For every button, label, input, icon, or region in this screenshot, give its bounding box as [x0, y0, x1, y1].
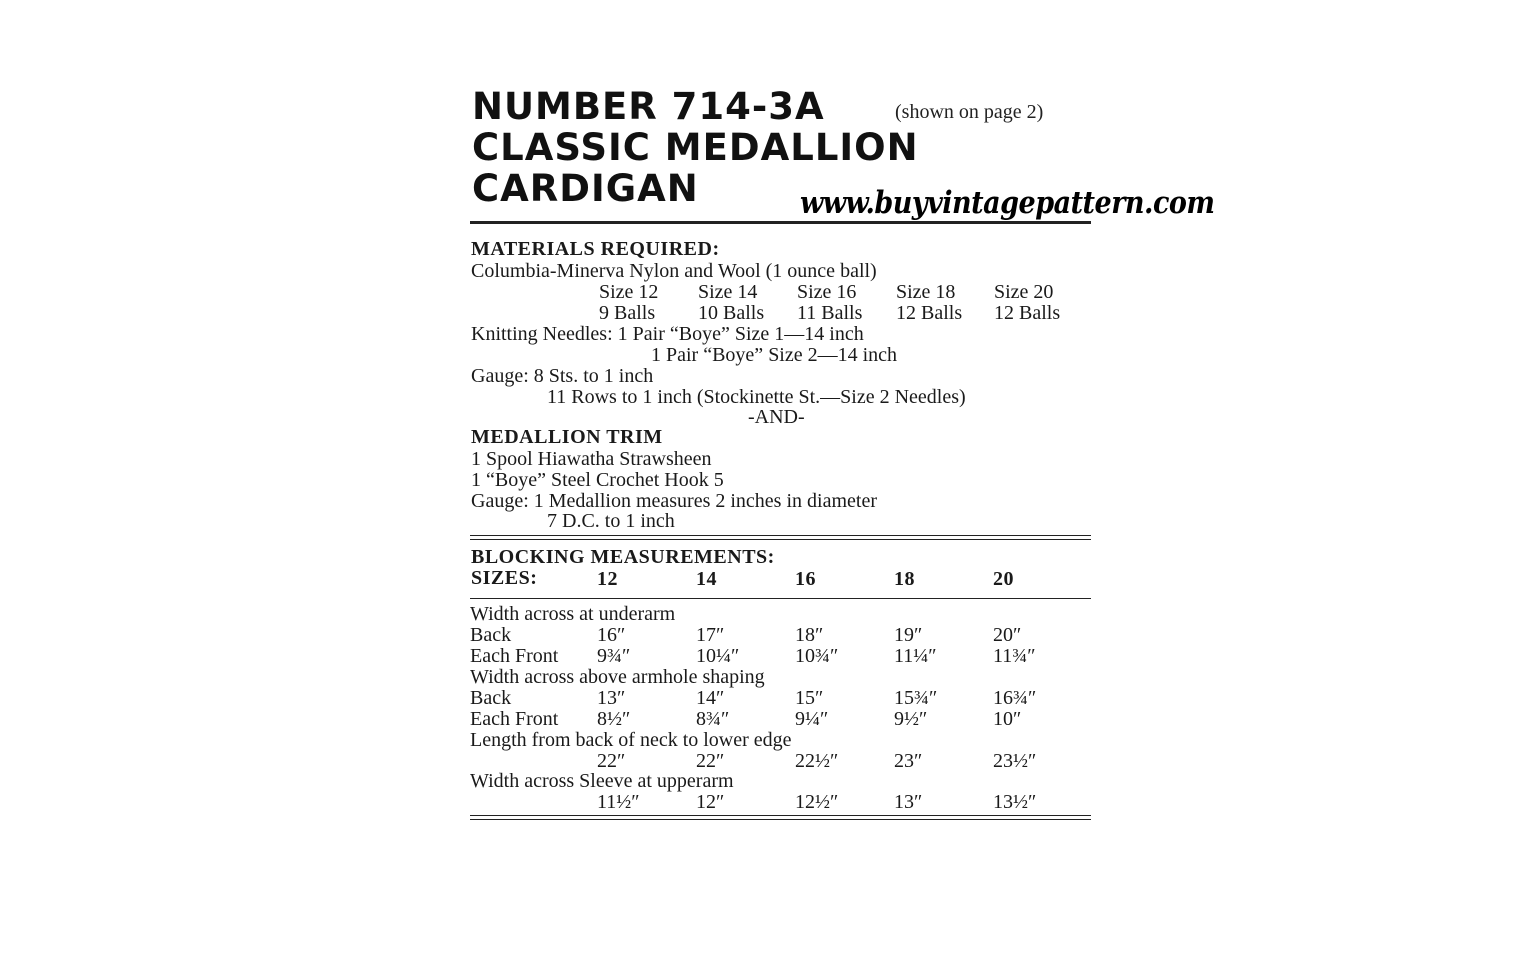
- and-separator: -AND-: [748, 406, 805, 428]
- measurement-value: 13½″: [993, 791, 1037, 813]
- measurement-value: 11¼″: [894, 645, 937, 667]
- balls-count: 12 Balls: [994, 302, 1061, 324]
- measurement-value: 14″: [696, 687, 725, 709]
- measurement-value: 18″: [795, 624, 824, 646]
- needles-line-1: Knitting Needles: 1 Pair “Boye” Size 1—14 inch: [471, 323, 864, 345]
- measurement-value: 22″: [696, 750, 725, 772]
- balls-count: 11 Balls: [797, 302, 863, 324]
- measurement-value: 10¾″: [795, 645, 839, 667]
- size-label: Size 20: [994, 281, 1054, 303]
- title-divider: [470, 221, 1091, 224]
- needles-line-2: 1 Pair “Boye” Size 2—14 inch: [651, 344, 898, 366]
- measurement-value: 11¾″: [993, 645, 1036, 667]
- measurement-value: 12″: [696, 791, 725, 813]
- measurement-value: 19″: [894, 624, 923, 646]
- size-label: Size 18: [896, 281, 956, 303]
- measurement-group-label: Width across above armhole shaping: [470, 666, 765, 688]
- size-column-header: 12: [597, 568, 618, 590]
- balls-count: 12 Balls: [896, 302, 963, 324]
- gauge-line-1: Gauge: 8 Sts. to 1 inch: [471, 365, 654, 387]
- measurement-value: 15¾″: [894, 687, 938, 709]
- size-column-header: 14: [696, 568, 717, 590]
- measurement-row-label: Each Front: [470, 708, 559, 730]
- medallion-line-4: 7 D.C. to 1 inch: [547, 510, 675, 532]
- header-divider: [470, 598, 1091, 599]
- measurement-value: 8¾″: [696, 708, 730, 730]
- measurement-value: 9½″: [894, 708, 928, 730]
- size-column-header: 20: [993, 568, 1014, 590]
- measurement-value: 20″: [993, 624, 1022, 646]
- pattern-name-line2: CARDIGAN: [472, 167, 699, 210]
- size-column-header: 18: [894, 568, 915, 590]
- pattern-name-line1: CLASSIC MEDALLION: [472, 126, 919, 169]
- measurement-value: 10¼″: [696, 645, 740, 667]
- size-label: Size 16: [797, 281, 857, 303]
- medallion-line-3: Gauge: 1 Medallion measures 2 inches in diameter: [471, 490, 877, 512]
- measurement-value: 9¾″: [597, 645, 631, 667]
- measurement-group-label: Length from back of neck to lower edge: [470, 729, 792, 751]
- blocking-heading: BLOCKING MEASUREMENTS:: [471, 546, 775, 568]
- medallion-line-1: 1 Spool Hiawatha Strawsheen: [471, 448, 712, 470]
- measurement-value: 15″: [795, 687, 824, 709]
- watermark-text: www.buyvintagepattern.com: [800, 185, 1215, 221]
- measurement-row-label: Back: [470, 687, 512, 709]
- measurement-value: 22″: [597, 750, 626, 772]
- measurement-group-label: Width across at underarm: [470, 603, 676, 625]
- measurement-row-label: Each Front: [470, 645, 559, 667]
- balls-count: 9 Balls: [599, 302, 656, 324]
- section-divider: [470, 535, 1091, 536]
- measurement-value: 8½″: [597, 708, 631, 730]
- size-label: Size 12: [599, 281, 659, 303]
- measurement-value: 13″: [894, 791, 923, 813]
- measurement-value: 23″: [894, 750, 923, 772]
- medallion-heading: MEDALLION TRIM: [471, 426, 663, 448]
- measurement-group-label: Width across Sleeve at upperarm: [470, 770, 734, 792]
- measurement-value: 22½″: [795, 750, 839, 772]
- measurement-value: 13″: [597, 687, 626, 709]
- section-divider: [470, 539, 1091, 540]
- measurement-row-label: Back: [470, 624, 512, 646]
- measurement-value: 11½″: [597, 791, 640, 813]
- materials-heading: MATERIALS REQUIRED:: [471, 238, 720, 260]
- size-column-header: 16: [795, 568, 816, 590]
- yarn-line: Columbia-Minerva Nylon and Wool (1 ounce ball): [471, 260, 877, 282]
- shown-on-page-note: (shown on page 2): [895, 101, 1044, 123]
- measurement-value: 17″: [696, 624, 725, 646]
- measurement-value: 23½″: [993, 750, 1037, 772]
- measurement-value: 16¾″: [993, 687, 1037, 709]
- gauge-line-2: 11 Rows to 1 inch (Stockinette St.—Size 2 Needles): [547, 386, 966, 408]
- balls-count: 10 Balls: [698, 302, 765, 324]
- measurement-value: 10″: [993, 708, 1022, 730]
- medallion-line-2: 1 “Boye” Steel Crochet Hook 5: [471, 469, 724, 491]
- measurement-value: 12½″: [795, 791, 839, 813]
- bottom-divider: [470, 819, 1091, 820]
- size-label: Size 14: [698, 281, 758, 303]
- measurement-value: 9¼″: [795, 708, 829, 730]
- bottom-divider: [470, 815, 1091, 816]
- sizes-label: SIZES:: [471, 567, 538, 589]
- pattern-number-title: NUMBER 714-3A: [472, 85, 825, 128]
- measurement-value: 16″: [597, 624, 626, 646]
